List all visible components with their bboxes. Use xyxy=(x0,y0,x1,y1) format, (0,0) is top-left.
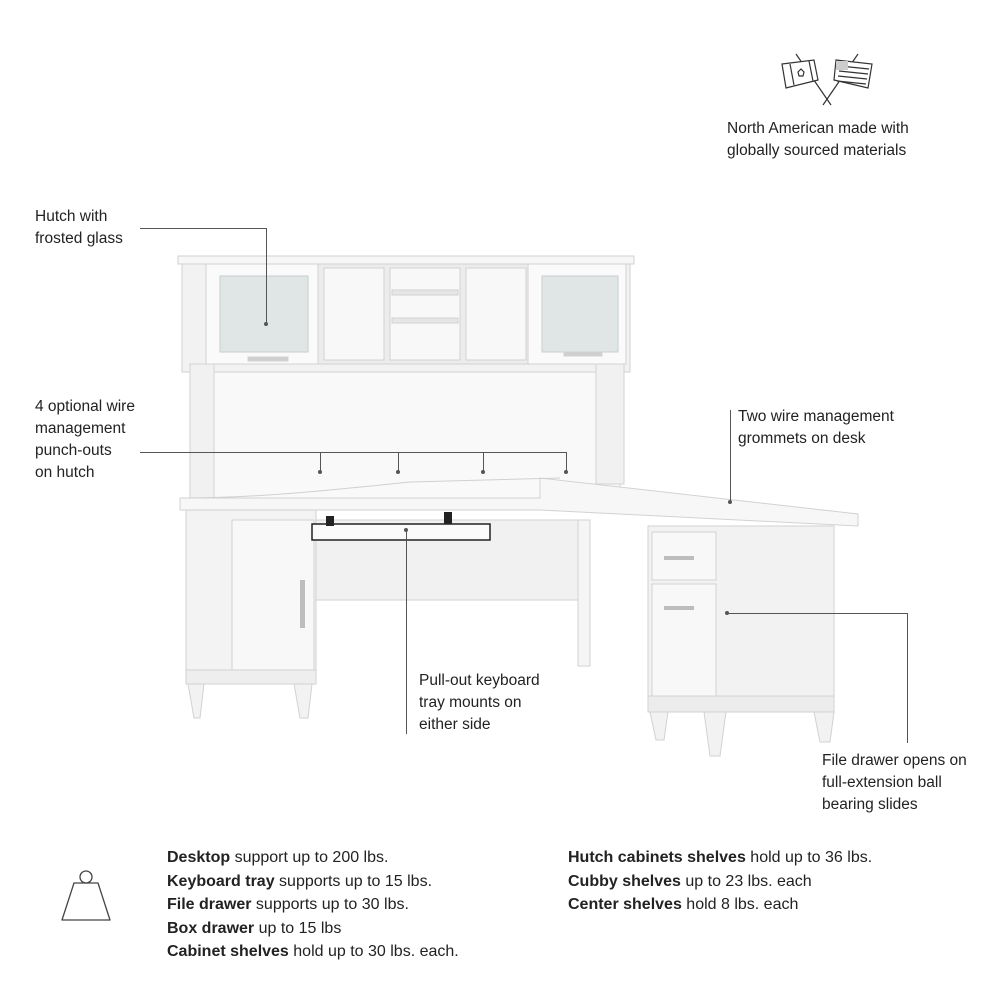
file-drawer-line-1: File drawer opens on xyxy=(822,752,967,769)
punchout-tick-4 xyxy=(566,452,567,472)
grommets-leader-dot xyxy=(728,500,732,504)
spec-hutch-cabinets-label: Hutch cabinets shelves xyxy=(568,849,746,866)
punchout-dot-4 xyxy=(564,470,568,474)
spec-desktop xyxy=(167,846,459,870)
punchouts-line-2: management xyxy=(35,420,126,437)
hutch-leader-h xyxy=(140,228,266,229)
spec-box-drawer xyxy=(167,917,459,941)
file-drawer-line-2: full-extension ball xyxy=(822,774,942,791)
file-drawer-leader-h xyxy=(727,613,908,614)
spec-keyboard-tray-label: Keyboard tray xyxy=(167,872,275,890)
keyboard-line-1: Pull-out keyboard xyxy=(419,672,540,689)
weight-icon xyxy=(60,866,112,924)
keyboard-line-2: tray mounts on xyxy=(419,694,522,711)
specs-left xyxy=(167,846,459,964)
spec-file-drawer-label: File drawer xyxy=(167,896,252,913)
spec-file-drawer-value: supports up to 30 lbs. xyxy=(251,896,409,913)
punchouts-line-4: on hutch xyxy=(35,464,95,481)
spec-box-drawer-label: Box drawer xyxy=(167,919,255,937)
spec-cubby-shelves-value: up to 23 lbs. each xyxy=(680,872,812,890)
punchout-tick-3 xyxy=(483,452,484,472)
grommets-line-1: Two wire management xyxy=(738,408,894,425)
hutch-leader-dot xyxy=(264,322,268,326)
punchouts-callout xyxy=(35,396,135,484)
file-drawer-leader-v xyxy=(907,613,908,743)
spec-file-drawer xyxy=(167,893,459,917)
origin-line-2: globally sourced materials xyxy=(727,142,907,159)
spec-box-drawer-value: up to 15 lbs xyxy=(254,919,342,937)
spec-desktop-value: support up to 200 lbs. xyxy=(230,849,389,866)
spec-hutch-cabinets-value: hold up to 36 lbs. xyxy=(745,849,873,866)
file-drawer-leader-dot xyxy=(725,611,729,615)
spec-cabinet-shelves-label: Cabinet shelves xyxy=(167,943,289,960)
punchout-tick-1 xyxy=(320,452,321,472)
grommets-line-2: grommets on desk xyxy=(738,430,866,447)
punchout-dot-2 xyxy=(396,470,400,474)
punchout-dot-3 xyxy=(481,470,485,474)
spec-cubby-shelves-label: Cubby shelves xyxy=(568,872,681,890)
spec-center-shelves-value: hold 8 lbs. each xyxy=(681,896,799,913)
spec-hutch-cabinets xyxy=(568,846,872,870)
spec-center-shelves-label: Center shelves xyxy=(568,896,682,913)
hutch-callout-line-2: frosted glass xyxy=(35,230,123,247)
hutch-callout xyxy=(35,206,123,250)
punchout-dot-1 xyxy=(318,470,322,474)
punchouts-line-1: 4 optional wire xyxy=(35,398,135,415)
keyboard-leader-v xyxy=(406,530,407,734)
punchout-tick-2 xyxy=(398,452,399,472)
spec-cabinet-shelves xyxy=(167,940,459,964)
spec-cabinet-shelves-value: hold up to 30 lbs. each. xyxy=(288,943,459,960)
grommets-leader-v xyxy=(730,410,731,502)
origin-line-1: North American made with xyxy=(727,120,909,137)
punchouts-line-3: punch-outs xyxy=(35,442,112,459)
file-drawer-line-3: bearing slides xyxy=(822,796,918,813)
spec-keyboard-tray xyxy=(167,870,459,894)
hutch-callout-line-1: Hutch with xyxy=(35,208,108,225)
specs-right xyxy=(568,846,872,917)
keyboard-callout xyxy=(419,670,540,736)
spec-center-shelves xyxy=(568,893,872,917)
spec-desktop-label: Desktop xyxy=(167,849,231,866)
file-drawer-callout xyxy=(822,750,967,816)
grommets-callout xyxy=(738,406,894,450)
spec-keyboard-tray-value: supports up to 15 lbs. xyxy=(274,872,433,890)
keyboard-line-3: either side xyxy=(419,716,491,733)
spec-cubby-shelves xyxy=(568,870,872,894)
punchouts-leader-h xyxy=(140,452,567,453)
keyboard-leader-dot xyxy=(404,528,408,532)
hutch-leader-v xyxy=(266,228,267,324)
